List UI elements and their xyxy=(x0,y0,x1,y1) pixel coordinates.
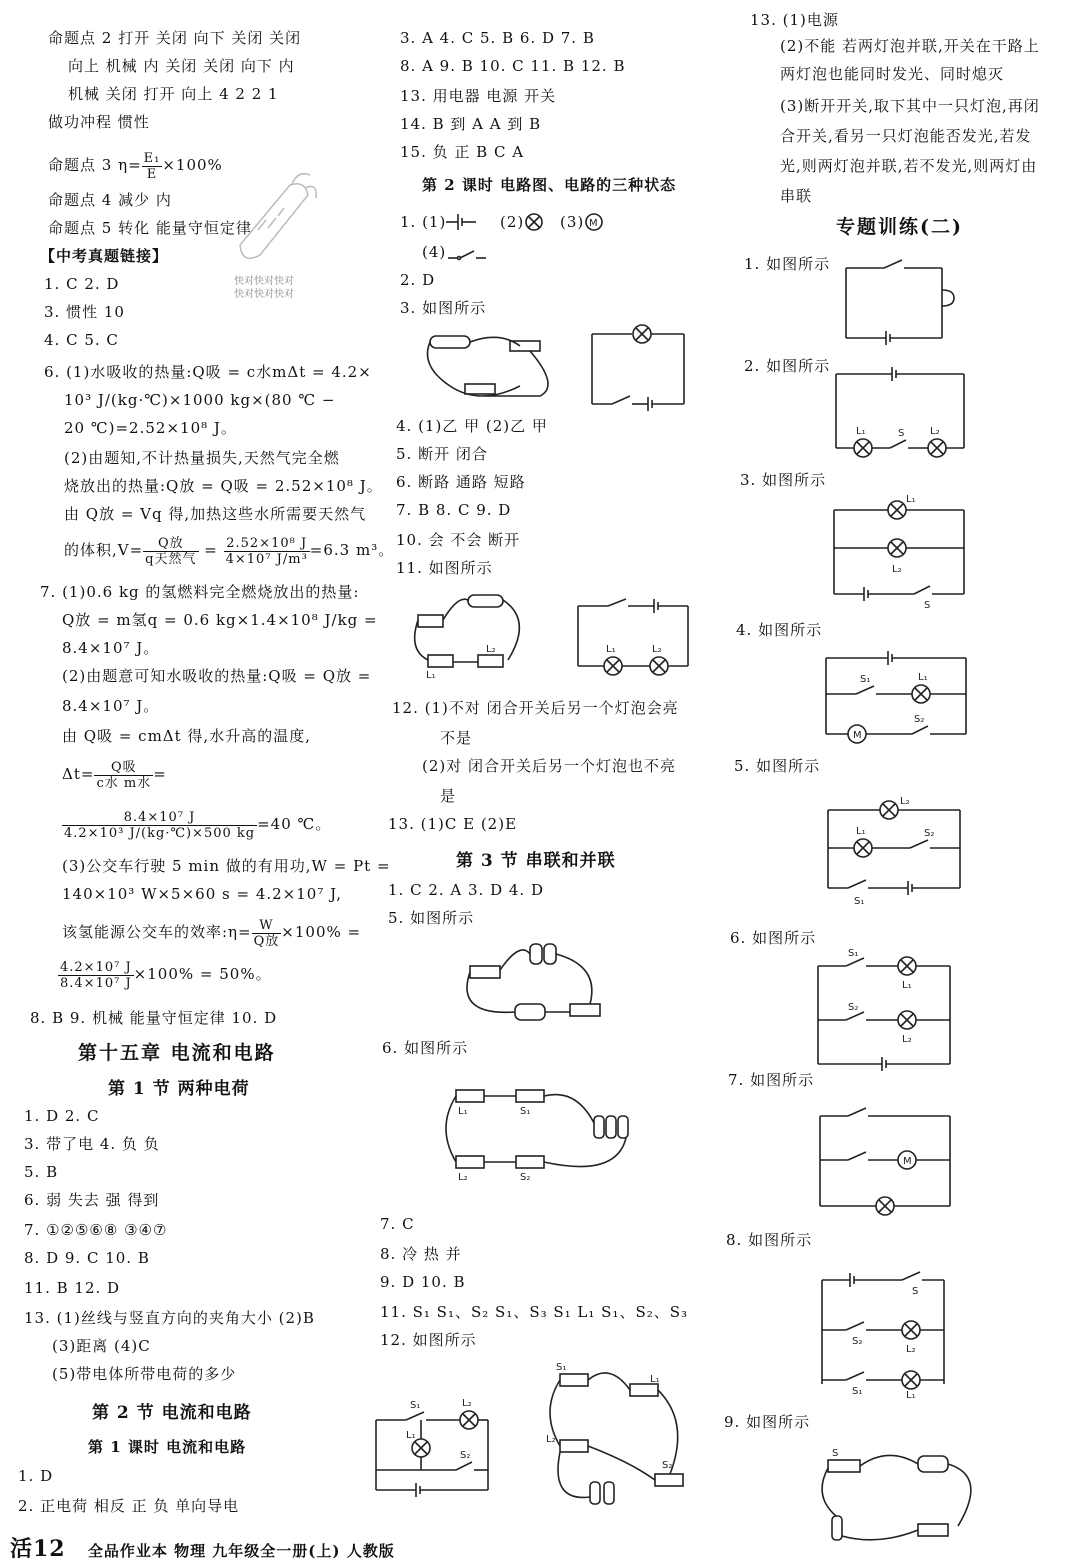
text-line: (5)带电体所带电荷的多少 xyxy=(52,1365,237,1383)
text-line: 6. (1)水吸收的热量:Q吸 = c水mΔt = 4.2× xyxy=(44,363,372,381)
switch-label: S₁ xyxy=(854,896,865,907)
fraction xyxy=(142,151,163,182)
text-line: (3)距离 (4)C xyxy=(52,1337,151,1355)
text-line: 命题点 5 转化 能量守恒定律 xyxy=(48,219,252,237)
text-line: (2)不能 若两灯泡并联,开关在干路上 xyxy=(780,37,1040,55)
text-line: 命题点 4 减少 内 xyxy=(48,191,172,209)
switch-label: S xyxy=(924,600,931,611)
lamp-label: L₁ xyxy=(606,644,616,655)
text-line xyxy=(400,212,446,232)
lamp-label: L₂ xyxy=(906,1344,916,1355)
lamp-label: L₂ xyxy=(486,644,496,655)
text-line: 3. 惯性 10 xyxy=(44,303,125,321)
text-line: 1. C 2. D xyxy=(44,275,120,293)
switch-label: S xyxy=(832,1448,839,1459)
text-line: 1. D xyxy=(18,1467,54,1485)
special-training-title: 专题训练(二) xyxy=(836,216,963,238)
text-line: 4. 如图所示 xyxy=(736,621,823,639)
numerator: 4.2×10⁷ J xyxy=(60,959,132,975)
question-label: (3) xyxy=(560,213,585,231)
lamp-label: L₁ xyxy=(902,980,912,991)
motor-label: M xyxy=(589,218,598,229)
switch-label: S xyxy=(912,1286,919,1297)
battery-symbol-icon xyxy=(446,212,486,232)
fraction xyxy=(94,760,153,791)
point-label: 命题点 3 xyxy=(48,156,113,174)
text-line: 串联 xyxy=(780,187,813,205)
switch-label: S₂ xyxy=(520,1172,531,1183)
circuit-diagram xyxy=(578,596,698,676)
lamp-label: L₁ xyxy=(650,1374,660,1385)
text-line: 13. (1)C E (2)E xyxy=(388,815,518,833)
text-line: 两灯泡也能同时发光、同时熄灭 xyxy=(780,65,1005,83)
circuit-diagram xyxy=(846,258,956,348)
text-line: 7. C xyxy=(380,1215,415,1233)
circuit-diagram xyxy=(836,366,976,461)
formula-tail: ×100% = 50%。 xyxy=(133,965,272,983)
text-line: 3. 如图所示 xyxy=(400,299,487,317)
section-title: 第 3 节 串联和并联 xyxy=(456,851,616,871)
text-line: 7. 如图所示 xyxy=(728,1071,815,1089)
text-line: 光,则两灯泡并联,若不发光,则两灯由 xyxy=(780,157,1038,175)
text-line: 5. B xyxy=(24,1163,59,1181)
switch-label: S₁ xyxy=(410,1400,421,1411)
lamp-label: L₁ xyxy=(918,672,928,683)
numerator: Q放 xyxy=(143,536,198,552)
lamp-label: L₁ xyxy=(856,826,866,837)
text-line: 向上 机械 内 关闭 关闭 向下 内 xyxy=(68,57,295,75)
text-line: 10³ J/(kg·℃)×1000 kg×(80 ℃ − xyxy=(64,391,336,409)
text-line: 11. 如图所示 xyxy=(396,559,493,577)
text-line: 2. D xyxy=(400,271,436,289)
formula-tail: =40 ℃。 xyxy=(257,815,332,833)
denominator: Q放 xyxy=(253,933,280,949)
text-line: (2)由题意可知水吸收的热量:Q吸 = Q放 = xyxy=(62,667,372,685)
switch-label: S₂ xyxy=(924,828,935,839)
text-line: 不是 xyxy=(440,729,473,747)
question-label: (4) xyxy=(422,243,447,261)
motor-label: M xyxy=(903,1156,912,1167)
denominator: 4.2×10³ J/(kg·℃)×500 kg xyxy=(64,825,256,841)
text-line: 6. 断路 通路 短路 xyxy=(396,473,526,491)
text-line: 5. 如图所示 xyxy=(734,757,821,775)
fraction xyxy=(143,536,198,567)
text-line: 8.4×10⁷ J。 xyxy=(62,697,160,715)
formula-line xyxy=(58,956,272,992)
circuit-diagram xyxy=(822,1272,952,1401)
fraction xyxy=(224,536,310,567)
formula-tail: ×100% xyxy=(162,156,223,174)
physical-circuit-diagram xyxy=(530,1362,700,1512)
text-line: 4. (1)乙 甲 (2)乙 甲 xyxy=(396,417,548,435)
lamp-label: L₁ xyxy=(426,670,436,681)
circuit-diagram xyxy=(592,324,692,414)
numerator: W xyxy=(252,918,282,934)
text-line: 7. (1)0.6 kg 的氢燃料完全燃烧放出的热量: xyxy=(40,583,360,601)
text-line: 2. 正电荷 相反 正 负 单向导电 xyxy=(18,1497,240,1515)
text-line: 6. 弱 失去 强 得到 xyxy=(24,1191,160,1209)
text-line: 8. 如图所示 xyxy=(726,1231,813,1249)
lamp-symbol-icon xyxy=(524,212,546,234)
text-line: 8. 冷 热 并 xyxy=(380,1245,462,1263)
text-line: (2)由题知,不计热量损失,天然气完全燃 xyxy=(64,449,340,467)
formula-line xyxy=(48,148,223,182)
question-label: 1. (1) xyxy=(400,213,447,231)
circuit-diagram xyxy=(826,650,976,745)
text-line: 11. B 12. D xyxy=(24,1279,121,1297)
switch-label: S₁ xyxy=(520,1106,531,1117)
fraction xyxy=(58,960,134,991)
text-line: 2. 如图所示 xyxy=(744,357,831,375)
numerator: E₁ xyxy=(143,150,161,166)
denominator: E xyxy=(146,166,158,182)
switch-label: S₂ xyxy=(914,714,925,725)
text-line: 5. 断开 闭合 xyxy=(396,445,488,463)
motor-symbol-icon xyxy=(584,212,606,234)
text-line: 10. 会 不会 断开 xyxy=(396,531,521,549)
text-line: Q放 = m氢q = 0.6 kg×1.4×10⁸ J/kg = xyxy=(62,611,378,629)
formula-prefix: Δt= xyxy=(62,765,95,783)
switch-symbol-icon xyxy=(448,248,488,264)
text-line: 140×10³ W×5×60 s = 4.2×10⁷ J, xyxy=(62,885,343,903)
text-line: 3. 带了电 4. 负 负 xyxy=(24,1135,160,1153)
text-line: 由 Q吸 = cmΔt 得,水升高的温度, xyxy=(62,727,311,745)
lesson-title: 第 1 课时 电流和电路 xyxy=(88,1438,247,1456)
numerator: Q吸 xyxy=(94,760,153,776)
formula-tail: =6.3 m³。 xyxy=(309,541,395,559)
text-line: 1. 如图所示 xyxy=(744,255,831,273)
switch-label: S xyxy=(898,428,905,439)
fraction xyxy=(62,810,257,841)
formula-line xyxy=(62,806,331,842)
text-line: 7. ①②⑤⑥⑧ ③④⑦ xyxy=(24,1221,168,1239)
physical-circuit-diagram xyxy=(436,1068,636,1188)
text-line: 合开关,看另一只灯泡能否发光,若发 xyxy=(780,127,1032,145)
denominator: 4×10⁷ J/m³ xyxy=(225,551,308,567)
text-line: 13. (1)电源 xyxy=(750,11,839,29)
lamp-label: L₂ xyxy=(902,1034,912,1045)
circuit-diagram xyxy=(376,1400,496,1500)
text-line: 1. C 2. A 3. D 4. D xyxy=(388,881,544,899)
circuit-diagram xyxy=(820,1108,960,1218)
text-line: 做功冲程 惯性 xyxy=(48,113,150,131)
lesson-title: 第 2 课时 电路图、电路的三种状态 xyxy=(422,176,677,194)
section-title: 第 2 节 电流和电路 xyxy=(92,1403,252,1423)
physical-circuit-diagram xyxy=(460,936,610,1036)
text-line: 9. D 10. B xyxy=(380,1273,466,1291)
text-line: 3. 如图所示 xyxy=(740,471,827,489)
section-title: 第 1 节 两种电荷 xyxy=(108,1079,250,1099)
lamp-label: L₁ xyxy=(458,1106,468,1117)
text-line: 14. B 到 A A 到 B xyxy=(400,115,542,133)
lamp-label: L₁ xyxy=(906,1390,916,1401)
watermark-text xyxy=(234,275,294,301)
motor-label: M xyxy=(853,730,862,741)
fraction xyxy=(252,918,282,949)
text-line: 机械 关闭 打开 向上 4 2 2 1 xyxy=(68,85,279,103)
formula-line: 的体积,V= Q放 q天然气 = $\frac{\text{2.52×10⁸ J}}{\text{4×10⁷ J/m³}}$ =6.3 m³。 xyxy=(64,535,395,567)
watermark-line: 快对快对快对 xyxy=(234,276,294,287)
circuit-diagram xyxy=(834,494,974,611)
text-line: 13. (1)丝线与竖直方向的夹角大小 (2)B xyxy=(24,1309,315,1327)
question-label: (2) xyxy=(500,213,525,231)
numerator: 8.4×10⁷ J xyxy=(62,810,257,826)
text-line: 烧放出的热量:Q放 = Q吸 = 2.52×10⁸ J。 xyxy=(64,477,383,495)
text-line: 由 Q放 = Vq 得,加热这些水所需要天然气 xyxy=(64,505,367,523)
text-line: 4. C 5. C xyxy=(44,331,119,349)
text-line: 1. D 2. C xyxy=(24,1107,100,1125)
text-line: 15. 负 正 B C A xyxy=(400,143,525,161)
text-line: (3)断开开关,取下其中一只灯泡,再闭 xyxy=(780,97,1040,115)
formula-line xyxy=(62,756,167,792)
chapter-title: 第十五章 电流和电路 xyxy=(78,1042,276,1064)
lamp-label: L₁ xyxy=(906,494,916,505)
physical-circuit-diagram xyxy=(420,326,570,406)
carrot-mascot-icon xyxy=(220,170,320,280)
text-line: 11. S₁ S₁、S₂ S₁、S₃ S₁ L₁ S₁、S₂、S₃ xyxy=(380,1303,689,1321)
lamp-label: L₂ xyxy=(930,426,940,437)
lamp-label: L₂ xyxy=(462,1398,472,1409)
numerator: 2.52×10⁸ J xyxy=(224,536,310,552)
denominator: q天然气 xyxy=(145,551,197,567)
physical-circuit-diagram xyxy=(408,590,538,680)
switch-label: S₁ xyxy=(848,948,859,959)
formula-tail: ×100% = xyxy=(281,923,362,941)
formula-line xyxy=(62,914,361,950)
formula-prefix: 的体积,V= xyxy=(64,541,144,559)
denominator: 8.4×10⁷ J xyxy=(60,975,132,991)
circuit-diagram xyxy=(828,796,968,906)
text-line: 8. A 9. B 10. C 11. B 12. B xyxy=(400,57,626,75)
text-line: 5. 如图所示 xyxy=(388,909,475,927)
switch-label: S₁ xyxy=(556,1362,567,1373)
text-line: 12. 如图所示 xyxy=(380,1331,477,1349)
denominator: c水 m水 xyxy=(96,775,152,791)
text-line: 6. 如图所示 xyxy=(382,1039,469,1057)
footer-text: 全品作业本 物理 九年级全一册(上) 人教版 xyxy=(87,1542,395,1560)
switch-label: S₂ xyxy=(848,1002,859,1013)
text-line: 8. D 9. C 10. B xyxy=(24,1249,150,1267)
lamp-label: L₂ xyxy=(652,644,662,655)
formula-prefix: 该氢能源公交车的效率:η= xyxy=(62,923,252,941)
switch-label: S₂ xyxy=(460,1450,471,1461)
formula-eq: = xyxy=(153,765,167,783)
switch-label: S₁ xyxy=(852,1386,863,1397)
text-line: 3. A 4. C 5. B 6. D 7. B xyxy=(400,29,595,47)
text-line: 12. (1)不对 闭合开关后另一个灯泡会亮 xyxy=(392,699,679,717)
text-line: 7. B 8. C 9. D xyxy=(396,501,512,519)
watermark-line: 快对快对快对 xyxy=(234,289,294,300)
lamp-label: L₁ xyxy=(856,426,866,437)
page-number: 活12 xyxy=(10,1536,66,1562)
text-line: 20 ℃)=2.52×10⁸ J。 xyxy=(64,419,237,437)
text-line: 6. 如图所示 xyxy=(730,929,817,947)
circuit-diagram xyxy=(818,948,958,1074)
lamp-label: L₂ xyxy=(892,564,902,575)
text-line: (2)对 闭合开关后另一个灯泡也不亮 xyxy=(422,757,677,775)
physical-circuit-diagram xyxy=(818,1446,1018,1546)
text-line: 9. 如图所示 xyxy=(724,1413,811,1431)
lamp-label: L₂ xyxy=(900,796,910,807)
switch-label: S₂ xyxy=(852,1336,863,1347)
text-line: 命题点 2 打开 关闭 向下 关闭 关闭 xyxy=(48,29,302,47)
lamp-label: L₂ xyxy=(546,1434,556,1445)
switch-label: S₂ xyxy=(662,1460,673,1471)
lamp-label: L₁ xyxy=(406,1430,416,1441)
eta-symbol: η= xyxy=(118,156,142,174)
text-line: 13. 用电器 电源 开关 xyxy=(400,87,557,105)
switch-label: S₁ xyxy=(860,674,871,685)
text-line: 是 xyxy=(440,787,457,805)
text-line: (3)公交车行驶 5 min 做的有用功,W = Pt = xyxy=(62,857,391,875)
page-footer xyxy=(10,1532,395,1563)
text-line: 8. B 9. 机械 能量守恒定律 10. D xyxy=(30,1009,278,1027)
section-heading: 【中考真题链接】 xyxy=(40,247,169,265)
text-line: 8.4×10⁷ J。 xyxy=(62,639,160,657)
lamp-label: L₂ xyxy=(458,1172,468,1183)
